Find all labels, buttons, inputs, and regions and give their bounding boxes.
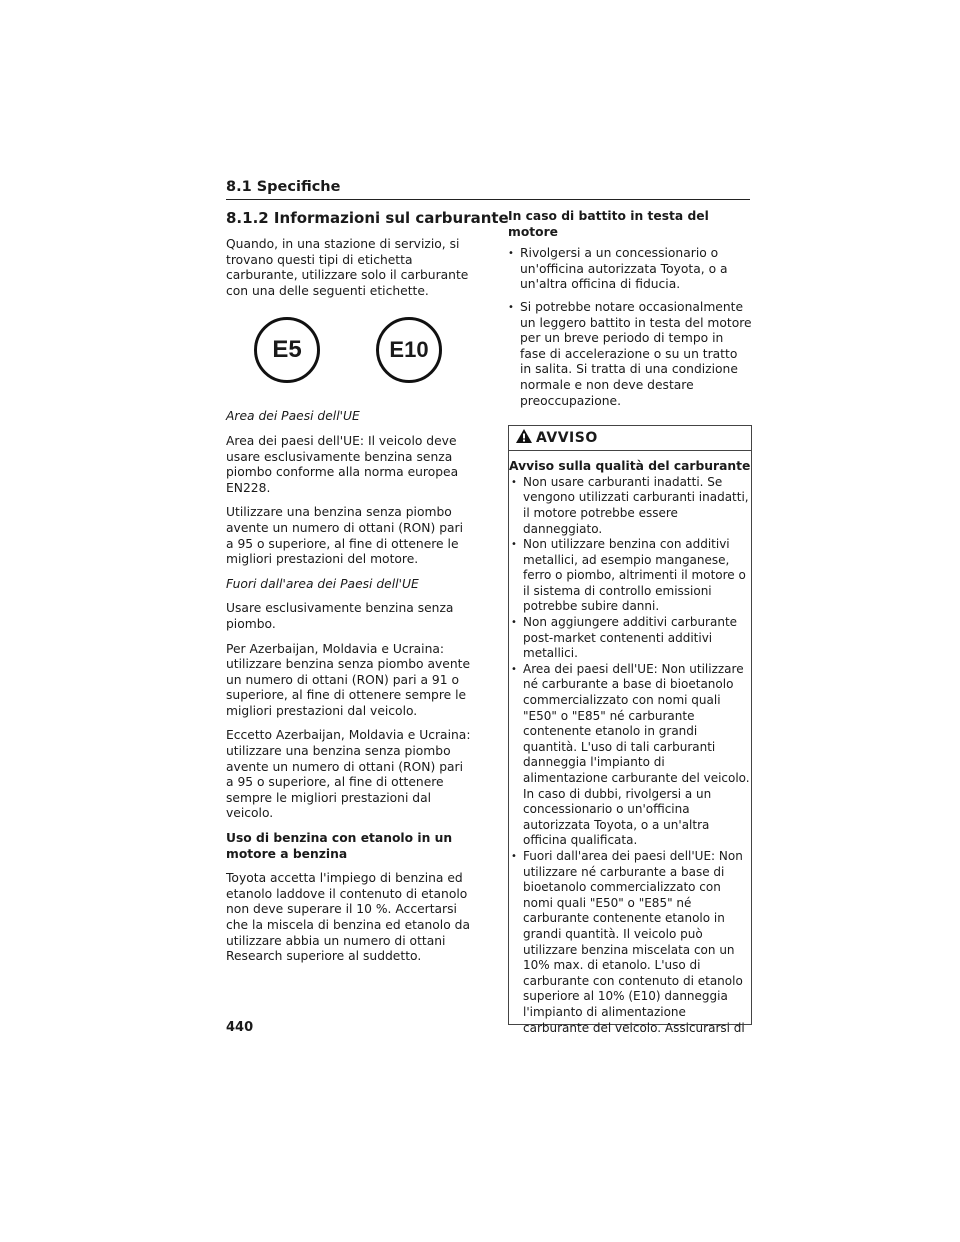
page-heading: 8.1.2 Informazioni sul carburante	[226, 209, 509, 227]
warning-icon	[515, 428, 533, 448]
warning-body	[509, 451, 751, 1036]
intro-paragraph: Quando, in una stazione di servizio, si trovano questi tipi di etichetta carburante, utilizzare solo il carburante con una delle seguenti etichette.	[226, 237, 469, 298]
warning-box	[508, 425, 752, 1035]
eu-paragraph-2: Utilizzare una benzina senza piombo avente un numero di ottani (RON) pari a 95 o superiore, al fine di ottenere le migliori prestazioni del motore.	[226, 505, 464, 567]
knock-title: In caso di battito in testa del motore	[508, 209, 709, 239]
right-column	[508, 209, 752, 1035]
warning-subtitle: Avviso sulla qualità del carburante	[509, 459, 751, 474]
section-title: 8.1 Specifiche	[226, 179, 341, 195]
ethanol-paragraph: Toyota accetta l'impiego di benzina ed etanolo laddove il contenuto di etanolo non deve superare il 10 %. Accertarsi che la miscela di benzina ed etanolo da utilizzare abbia un numero di ottani Research superiore al suddetto.	[226, 871, 470, 964]
list-item: • Area dei paesi dell'UE: Non utilizzare né carburante a base di bioetanolo commercializzato con nomi quali "E50" o "E85" né carburante contenente etanolo in grandi quantità. L'uso di tali carburanti danneggia l'impianto di alimentazione carburante del veicolo. In caso di dubbi, rivolgersi a un concessionario o un'officina autorizzata Toyota, o a un'altra officina qualificata.	[509, 662, 751, 849]
section-header	[226, 176, 750, 200]
list-item: • Fuori dall'area dei paesi dell'UE: Non utilizzare né carburante a base di bioetanolo commercializzato con nomi quali "E50" o "E85" né carburante contenente etanolo in grandi quantità. Il veicolo può utilizzare benzina miscelata con un 10% max. di etanolo. L'uso di carburante con contenuto di etanolo superiore al 10% (E10) danneggia l'impianto di alimentazione carburante del veicolo. Assicurarsi di	[509, 849, 751, 1036]
fuel-labels	[254, 317, 474, 383]
warning-title: AVVISO	[536, 430, 598, 447]
list-item: • Non aggiungere additivi carburante post-market contenenti additivi metallici.	[509, 615, 751, 662]
outside-paragraph-2: Per Azerbaijan, Moldavia e Ucraina: utilizzare benzina senza piombo avente un numero di ottani (RON) pari a 91 o superiore, al fine di ottenere sempre le migliori prestazioni dal veicolo.	[226, 641, 471, 718]
knock-list	[508, 246, 752, 409]
fuel-label-e5: E5	[254, 317, 320, 383]
outside-paragraph-3: Eccetto Azerbaijan, Moldavia e Ucraina: utilizzare una benzina senza piombo avente un numero di ottani (RON) pari a 95 o superiore, al fine di ottenere sempre le migliori prestazioni dal veicolo.	[226, 728, 471, 821]
eu-area-title: Area dei Paesi dell'UE	[226, 409, 360, 424]
list-item: • Non usare carburanti inadatti. Se vengono utilizzati carburanti inadatti, il motore potrebbe essere danneggiato.	[509, 475, 751, 537]
fuel-label-e10: E10	[376, 317, 442, 383]
ethanol-title: Uso di benzina con etanolo in un motore a benzina	[226, 831, 453, 861]
list-item: • Non utilizzare benzina con additivi metallici, ad esempio manganese, ferro o piombo, altrimenti il motore o il sistema di controllo emissioni potrebbe subire danni.	[509, 537, 751, 615]
list-item: • Rivolgersi a un concessionario o un'officina autorizzata Toyota, o a un'altra officina di fiducia.	[508, 246, 752, 293]
eu-paragraph-1: Area dei paesi dell'UE: Il veicolo deve usare esclusivamente benzina senza piombo conforme alla norma europea EN228.	[226, 433, 459, 495]
warning-list	[509, 475, 751, 1036]
outside-paragraph-1: Usare esclusivamente benzina senza piombo.	[226, 601, 454, 631]
page-number: 440	[226, 1020, 254, 1035]
outside-eu-title: Fuori dall'area dei Paesi dell'UE	[226, 576, 419, 591]
warning-header	[509, 426, 751, 451]
list-item: • Si potrebbe notare occasionalmente un leggero battito in testa del motore per un breve periodo di tempo in fase di accelerazione o su un tratto in salita. Si tratta di una condizione normale e non deve destare preoccupazione.	[508, 300, 752, 409]
left-column	[226, 209, 509, 974]
